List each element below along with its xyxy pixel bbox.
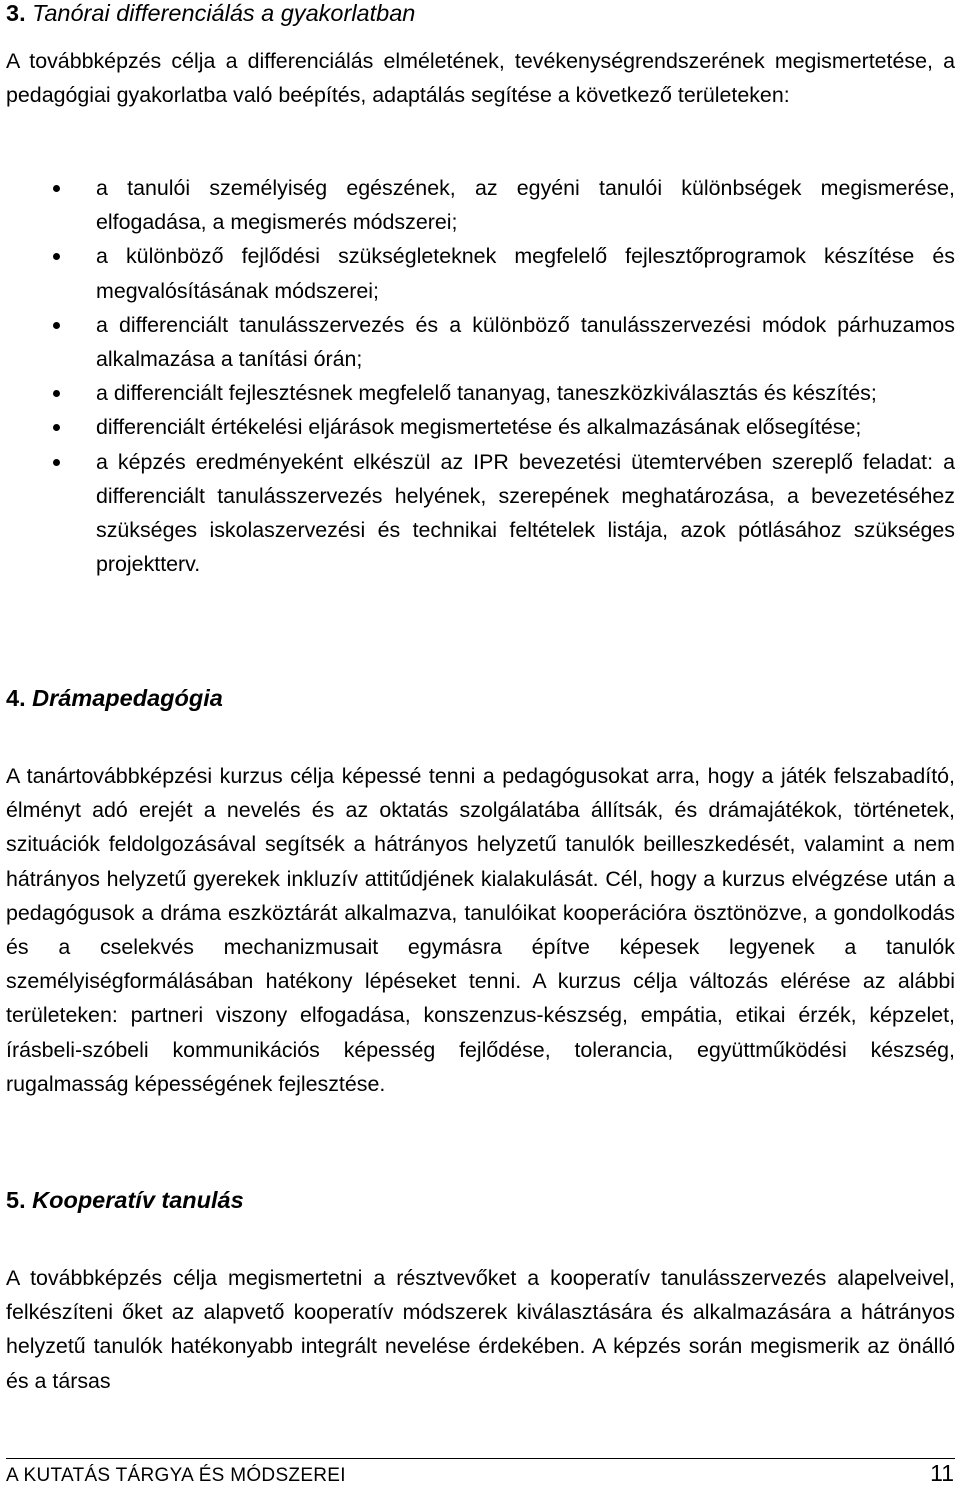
bullet-icon <box>53 185 60 192</box>
bullet-icon <box>53 459 60 466</box>
section-3-number: 3. <box>6 0 26 26</box>
footer-divider <box>6 1458 955 1459</box>
bullet-icon <box>53 322 60 329</box>
section-3-list <box>0 171 960 581</box>
list-item <box>0 171 955 239</box>
list-item-text: a differenciált fejlesztésnek megfelelő tananyag, taneszközkiválasztás és készítés; <box>96 381 877 406</box>
bullet-icon <box>53 424 60 431</box>
bullet-icon <box>53 390 60 397</box>
section-4-heading <box>6 683 223 713</box>
section-4-number: 4. <box>6 685 26 711</box>
page-number: 11 <box>930 1460 954 1486</box>
list-item <box>0 445 955 582</box>
list-item-text: a differenciált tanulásszervezés és a különböző tanulásszervezési módok párhuzamos alkalmazása a tanítási órán; <box>96 312 955 372</box>
section-4-body: A tanártovábbképzési kurzus célja képessé tenni a pedagógusokat arra, hogy a játék felszabadító, élményt adó erejét a nevelés és az oktatás szolgálatába állítsák, és drámajátékok, történetek, szituációk feldolgozásával segítsék a hátrányos helyzetű tanulók beilleszkedését, valamint a nem hátrányos helyzetű gyerekek inkluzív attitűdjének kialakulását. Cél, hogy a kurzus elvégzése után a pedagógusok a dráma eszköztárát alkalmazva, tanulóikat kooperációra ösztönözve, a gondolkodás és a cselekvés mechanizmusait egymásra építve képesek legyenek a tanulók személyiségformálásában hatékony lépéseket tenni. A kurzus célja változás elérése az alábbi területeken: partneri viszony elfogadása, konszenzus-készség, empátia, etikai érzék, képzelet, írásbeli-szóbeli kommunikációs képesség fejlődése, tolerancia, együttműködési készség, rugalmasság képességének fejlesztése. <box>6 764 955 1096</box>
list-item <box>0 308 955 376</box>
section-5-title: Kooperatív tanulás <box>32 1187 244 1213</box>
bullet-icon <box>53 253 60 260</box>
section-5-body: A továbbképzés célja megismertetni a résztvevőket a kooperatív tanulásszervezés alapelveivel, felkészíteni őket az alapvető kooperatív módszerek kiválasztására és alkalmazására a hátrányos helyzetű tanulók hatékonyabb integrált nevelése érdekében. A képzés során megismerik az önálló és a társas <box>6 1266 955 1393</box>
list-item <box>0 239 955 307</box>
list-item <box>0 410 955 444</box>
section-5-number: 5. <box>6 1187 26 1213</box>
list-item-text: a tanulói személyiség egészének, az egyéni tanulói különbségek megismerése, elfogadása, a megismerés módszerei; <box>96 176 955 235</box>
section-5-heading <box>6 1185 244 1215</box>
list-item <box>0 376 955 410</box>
list-item-text: differenciált értékelési eljárások megismertetése és alkalmazásának elősegítése; <box>96 415 862 440</box>
section-4-title: Drámapedagógia <box>32 685 223 711</box>
list-item-text: a képzés eredményeként elkészül az IPR bevezetési ütemtervében szereplő feladat: a differenciált tanulásszervezés helyének, szerepének meghatározása, a bevezetéséhez szükséges iskolaszervezési és technikai feltételek listája, azok pótlásához szükséges projektterv. <box>96 449 955 577</box>
section-3-title: Tanórai differenciálás a gyakorlatban <box>32 0 416 26</box>
footer-title: A KUTATÁS TÁRGYA ÉS MÓDSZEREI <box>6 1465 346 1486</box>
section-3-heading <box>6 0 415 28</box>
list-item-text: a különböző fejlődési szükségleteknek megfelelő fejlesztőprogramok készítése és megvalósításának módszerei; <box>96 244 955 303</box>
section-3-intro: A továbbképzés célja a differenciálás elméletének, tevékenységrendszerének megismertetése, a pedagógiai gyakorlatba való beépítés, adaptálás segítése a következő területeken: <box>6 49 955 108</box>
